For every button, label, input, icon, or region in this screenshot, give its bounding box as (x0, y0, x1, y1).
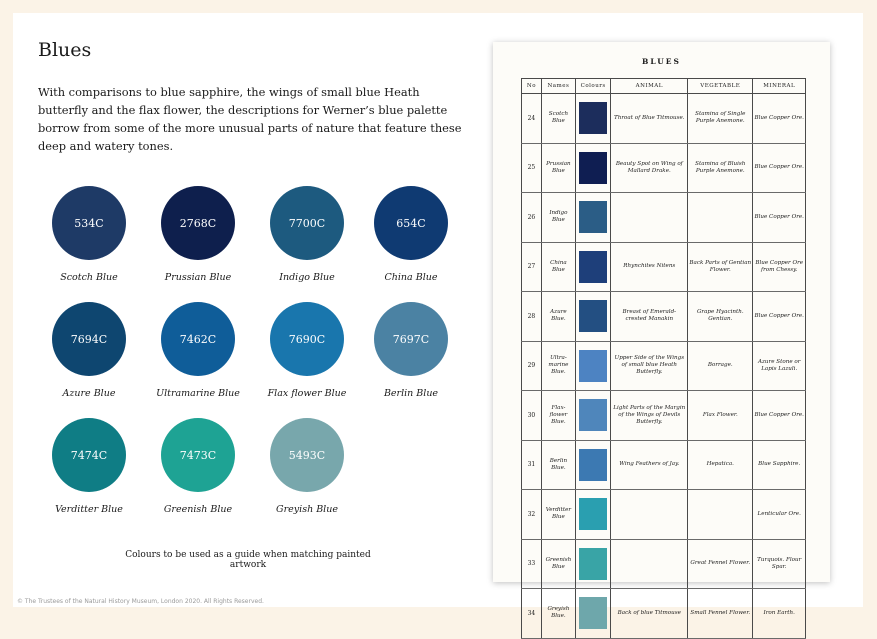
color-swatch (356, 302, 466, 399)
plate-colour-sample (579, 152, 608, 184)
plate-row-colour (575, 193, 611, 243)
plate-row (522, 94, 806, 144)
swatch-name: Greenish Blue (163, 504, 233, 515)
plate-row-colour (575, 589, 611, 639)
header-animal: ANIMAL (611, 79, 688, 94)
plate-row-colour (575, 440, 611, 490)
color-swatch (356, 186, 466, 283)
header-names: Names (541, 79, 575, 94)
swatch-circle: 5493C (270, 418, 344, 492)
plate-row-number: 24 (522, 94, 542, 144)
header-colours: Colours (575, 79, 611, 94)
page-card (13, 13, 863, 620)
plate-row-name: Flax-flower Blue. (541, 391, 575, 441)
color-swatch (252, 418, 362, 515)
plate-row-mineral: Turquois. Flour Spar. (753, 539, 806, 589)
header-mineral: MINERAL (753, 79, 806, 94)
plate-row-number: 34 (522, 589, 542, 639)
plate-row-name: Greyish Blue. (541, 589, 575, 639)
plate-row-number: 26 (522, 193, 542, 243)
plate-colour-sample (579, 251, 608, 283)
plate-row-vegetable: Grape Hyacinth. Gentian. (688, 292, 753, 342)
plate-row-name: Berlin Blue. (541, 440, 575, 490)
swatch-circle: 7462C (161, 302, 235, 376)
swatch-name: Flax flower Blue (267, 388, 347, 399)
swatch-name: China Blue (384, 272, 438, 283)
plate-row-mineral: Blue Copper Ore. (753, 193, 806, 243)
swatch-name: Indigo Blue (279, 272, 335, 283)
plate-row-name: Prussian Blue (541, 143, 575, 193)
plate-row-mineral: Azure Stone or Lapis Lazuli. (753, 341, 806, 391)
plate-colour-sample (579, 597, 608, 629)
swatch-name: Azure Blue (62, 388, 116, 399)
plate-colour-sample (579, 350, 608, 382)
swatch-circle: 7697C (374, 302, 448, 376)
swatch-circle: 7694C (52, 302, 126, 376)
swatch-circle: 2768C (161, 186, 235, 260)
plate-row-animal: Throat of Blue Titmouse. (611, 94, 688, 144)
plate-row-name: Verditter Blue (541, 490, 575, 540)
swatch-name: Scotch Blue (60, 272, 118, 283)
plate-row-colour (575, 143, 611, 193)
swatch-circle: 654C (374, 186, 448, 260)
plate-row-animal: Light Parts of the Margin of the Wings of Devils Butterfly. (611, 391, 688, 441)
plate-row-vegetable (688, 193, 753, 243)
plate-row-number: 31 (522, 440, 542, 490)
color-swatch (34, 418, 144, 515)
plate-colour-sample (579, 449, 608, 481)
plate-row (522, 193, 806, 243)
plate-row-vegetable (688, 490, 753, 540)
plate-row (522, 589, 806, 639)
plate-row-animal: Rhynchites Nitens (611, 242, 688, 292)
swatch-name: Berlin Blue (383, 388, 439, 399)
plate-row-name: Indigo Blue (541, 193, 575, 243)
color-swatch (143, 418, 253, 515)
plate-row-vegetable: Back Parts of Gentian Flower. (688, 242, 753, 292)
plate-row-number: 27 (522, 242, 542, 292)
intro-paragraph: With comparisons to blue sapphire, the wings of small blue Heath butterfly and the flax flower, the descriptions for Werner’s blue palette borrow from some of the more unusual parts of nature that feature these deep and watery tones. (38, 85, 462, 153)
plate-row-number: 30 (522, 391, 542, 441)
plate-row-mineral: Blue Copper Ore. (753, 391, 806, 441)
color-swatch (34, 302, 144, 399)
plate-row-mineral: Blue Copper Ore. (753, 143, 806, 193)
color-swatch (34, 186, 144, 283)
plate-colour-sample (579, 548, 608, 580)
plate-row (522, 539, 806, 589)
plate-row-number: 25 (522, 143, 542, 193)
swatch-circle: 7474C (52, 418, 126, 492)
plate-row-name: Azure Blue. (541, 292, 575, 342)
werner-plate-image (493, 42, 830, 620)
plate-row-number: 29 (522, 341, 542, 391)
plate-row-animal: Beauty Spot on Wing of Mallard Drake. (611, 143, 688, 193)
color-swatch (252, 186, 362, 283)
plate-title: BLUES (642, 57, 681, 66)
plate-row-vegetable: Small Fennel Flower. (688, 589, 753, 639)
plate-row-animal: Upper Side of the Wings of small blue Heath Butterfly. (611, 341, 688, 391)
plate-row-vegetable: Flax Flower. (688, 391, 753, 441)
plate-row-name: Greenish Blue (541, 539, 575, 589)
color-swatch (252, 302, 362, 399)
page-title: Blues (38, 39, 92, 61)
plate-colour-sample (579, 201, 608, 233)
plate-colour-sample (579, 300, 608, 332)
plate-row-name: China Blue (541, 242, 575, 292)
plate-row-vegetable: Borrage. (688, 341, 753, 391)
plate-row-number: 28 (522, 292, 542, 342)
footnote: Colours to be used as a guide when matching painted artwork (125, 550, 371, 570)
plate-row-colour (575, 94, 611, 144)
plate-row-name: Scotch Blue (541, 94, 575, 144)
plate-row-animal (611, 539, 688, 589)
plate-row-colour (575, 391, 611, 441)
plate-row-name: Ultra-marine Blue. (541, 341, 575, 391)
plate-row-colour (575, 292, 611, 342)
plate-row-colour (575, 341, 611, 391)
plate-row-colour (575, 539, 611, 589)
plate-row-vegetable: Stamina of Bluish Purple Anemone. (688, 143, 753, 193)
swatch-circle: 7473C (161, 418, 235, 492)
plate-row-vegetable: Great Fennel Flower. (688, 539, 753, 589)
swatch-circle: 7690C (270, 302, 344, 376)
swatch-name: Prussian Blue (164, 272, 232, 283)
swatch-circle: 7700C (270, 186, 344, 260)
swatch-name: Verditter Blue (55, 504, 123, 515)
plate-row-mineral: Iron Earth. (753, 589, 806, 639)
plate-row-colour (575, 490, 611, 540)
plate-row (522, 242, 806, 292)
plate-row (522, 391, 806, 441)
plate-row-animal: Wing Feathers of Jay. (611, 440, 688, 490)
plate-row-mineral: Blue Copper Ore. (753, 292, 806, 342)
plate-row-colour (575, 242, 611, 292)
plate-row-animal: Breast of Emerald-crested Manakin (611, 292, 688, 342)
swatch-circle: 534C (52, 186, 126, 260)
plate-row-mineral: Blue Copper Ore from Chessy. (753, 242, 806, 292)
plate-row-mineral: Blue Sapphire. (753, 440, 806, 490)
plate-row-number: 33 (522, 539, 542, 589)
plate-row-animal: Back of blue Titmouse (611, 589, 688, 639)
plate-row-vegetable: Stamina of Single Purple Anemone. (688, 94, 753, 144)
swatch-name: Greyish Blue (276, 504, 338, 515)
plate-row (522, 341, 806, 391)
header-no: No (522, 79, 542, 94)
plate-row (522, 292, 806, 342)
copyright-notice: © The Trustees of the Natural History Museum, London 2020. All Rights Reserved. (17, 598, 264, 605)
plate-row-animal (611, 193, 688, 243)
plate-header-row (522, 79, 806, 94)
plate-table (521, 78, 806, 639)
plate-row-vegetable: Hepatica. (688, 440, 753, 490)
plate-row-mineral: Blue Copper Ore. (753, 94, 806, 144)
plate-row (522, 490, 806, 540)
plate-colour-sample (579, 498, 608, 530)
plate-body (522, 94, 806, 639)
color-swatch (143, 302, 253, 399)
plate-row (522, 440, 806, 490)
plate-row (522, 143, 806, 193)
plate-row-mineral: Lenticular Ore. (753, 490, 806, 540)
header-vegetable: VEGETABLE (688, 79, 753, 94)
swatch-name: Ultramarine Blue (156, 388, 240, 399)
plate-colour-sample (579, 102, 608, 134)
color-swatch (143, 186, 253, 283)
plate-row-number: 32 (522, 490, 542, 540)
plate-row-animal (611, 490, 688, 540)
plate-colour-sample (579, 399, 608, 431)
